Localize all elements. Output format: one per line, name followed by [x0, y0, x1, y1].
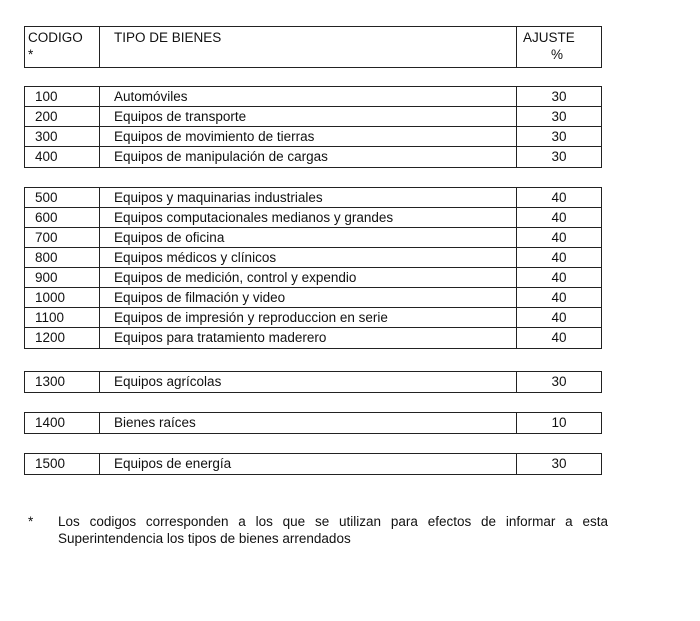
table-row: [25, 188, 601, 208]
adjust-cell: 40: [551, 310, 567, 325]
adjust-cell: 30: [551, 149, 567, 164]
table-row: [25, 288, 601, 308]
adjust-cell: 40: [551, 290, 567, 305]
footnote-text: Los codigos corresponden a los que se utilizan para efectos de informar a esta Superintendencia los tipos de bienes arrendados: [58, 514, 608, 546]
adjust-cell: 30: [551, 374, 567, 389]
header-adjust-unit: %: [550, 47, 563, 62]
code-cell: 1200: [25, 328, 100, 348]
header-code-mark: *: [28, 47, 34, 62]
adjust-cell: 40: [551, 230, 567, 245]
table-row: [25, 147, 601, 167]
footnote-marker: *: [28, 514, 34, 529]
type-cell: Equipos de energía: [100, 454, 517, 474]
type-cell: Equipos computacionales medianos y grandes: [100, 208, 517, 227]
adjust-cell: 30: [551, 89, 567, 104]
code-cell: 200: [25, 107, 100, 126]
table-row: [25, 413, 601, 433]
code-cell: 1500: [25, 454, 100, 474]
type-cell: Equipos agrícolas: [100, 372, 517, 392]
table-row: [25, 248, 601, 268]
group-table: [24, 453, 602, 475]
table-row: [25, 107, 601, 127]
type-cell: Bienes raíces: [100, 413, 517, 433]
type-cell: Equipos de manipulación de cargas: [100, 147, 517, 167]
code-cell: 1000: [25, 288, 100, 307]
adjust-cell: 40: [551, 190, 567, 205]
adjust-cell: 40: [551, 210, 567, 225]
code-cell: 1100: [25, 308, 100, 327]
code-cell: 1300: [25, 372, 100, 392]
code-cell: 900: [25, 268, 100, 287]
header-adjust-label: AJUSTE: [523, 30, 575, 45]
type-cell: Equipos para tratamiento maderero: [100, 328, 517, 348]
code-cell: 100: [25, 87, 100, 106]
table-row: [25, 268, 601, 288]
header-code-cell: [25, 27, 100, 67]
type-cell: Equipos de filmación y video: [100, 288, 517, 307]
code-cell: 600: [25, 208, 100, 227]
group-table: [24, 86, 602, 168]
group-table: [24, 371, 602, 393]
adjust-cell: 10: [551, 415, 567, 430]
type-cell: Equipos de medición, control y expendio: [100, 268, 517, 287]
type-cell: Equipos de impresión y reproduccion en serie: [100, 308, 517, 327]
code-cell: 800: [25, 248, 100, 267]
adjust-cell: 30: [551, 456, 567, 471]
type-cell: Automóviles: [100, 87, 517, 106]
table-row: [25, 208, 601, 228]
header-adjust-cell: [517, 27, 601, 67]
header-code-label: CODIGO: [28, 30, 83, 45]
table-row: [25, 308, 601, 328]
group-table: [24, 412, 602, 434]
header-type-label: TIPO DE BIENES: [114, 30, 222, 45]
group-table: [24, 187, 602, 349]
adjust-cell: 40: [551, 330, 567, 345]
code-cell: 400: [25, 147, 100, 167]
adjust-cell: 30: [551, 129, 567, 144]
code-cell: 300: [25, 127, 100, 146]
header-table: [24, 26, 602, 68]
adjust-cell: 40: [551, 270, 567, 285]
table-row: [25, 328, 601, 348]
header-row: [25, 27, 601, 67]
code-cell: 700: [25, 228, 100, 247]
adjust-cell: 30: [551, 109, 567, 124]
type-cell: Equipos médicos y clínicos: [100, 248, 517, 267]
table-row: [25, 87, 601, 107]
type-cell: Equipos y maquinarias industriales: [100, 188, 517, 207]
type-cell: Equipos de movimiento de tierras: [100, 127, 517, 146]
table-row: [25, 454, 601, 474]
table-row: [25, 127, 601, 147]
header-type-cell: [100, 27, 517, 67]
type-cell: Equipos de oficina: [100, 228, 517, 247]
adjust-cell: 40: [551, 250, 567, 265]
footnote: [28, 513, 608, 547]
code-cell: 500: [25, 188, 100, 207]
table-row: [25, 228, 601, 248]
type-cell: Equipos de transporte: [100, 107, 517, 126]
code-cell: 1400: [25, 413, 100, 433]
table-row: [25, 372, 601, 392]
